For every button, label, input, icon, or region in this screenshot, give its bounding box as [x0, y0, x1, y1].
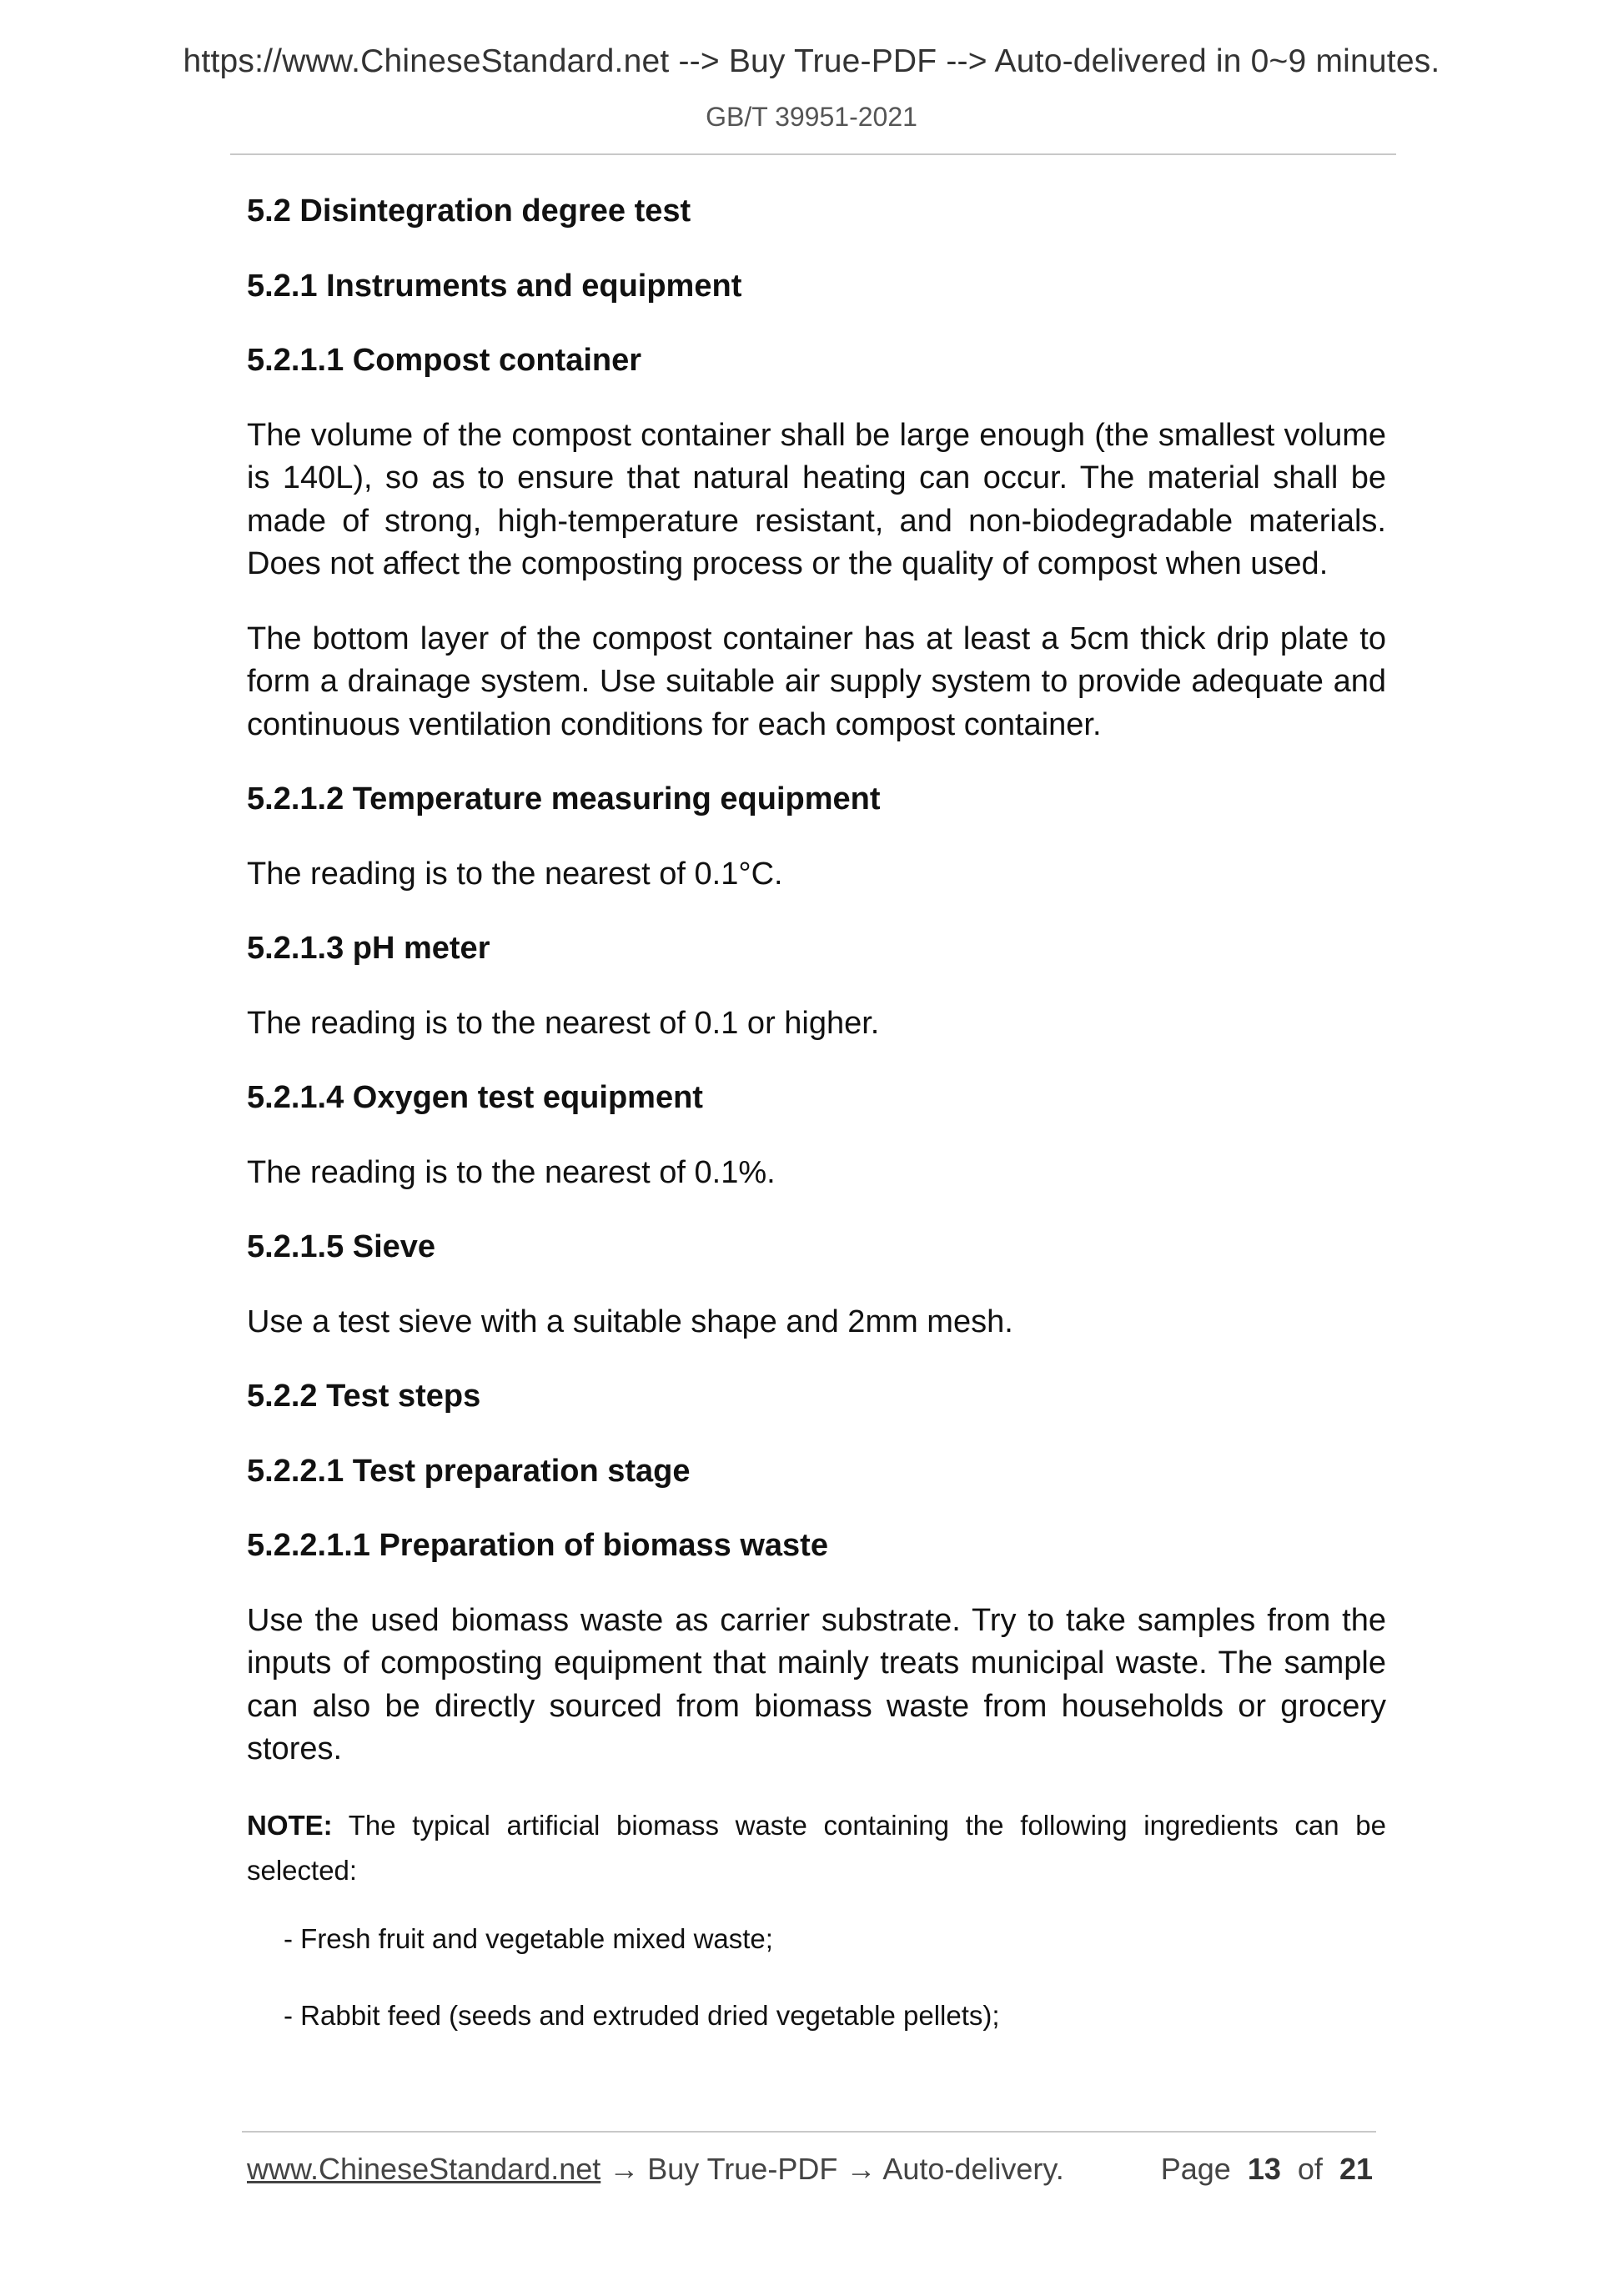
section-heading-5-2: 5.2 Disintegration degree test — [247, 193, 691, 229]
section-heading-5-2-1-4: 5.2.1.4 Oxygen test equipment — [247, 1080, 703, 1115]
note-label: NOTE: — [247, 1809, 333, 1841]
paragraph-oxygen: The reading is to the nearest of 0.1%. — [247, 1154, 776, 1190]
paragraph-sieve: Use a test sieve with a suitable shape and 2mm mesh. — [247, 1304, 1013, 1339]
paragraph-container-drainage: The bottom layer of the compost container has at least a 5cm thick drip plate to form a drainage system. Use suitable air supply system to provide adequate and continuous ventilation conditions for each compost container. — [247, 620, 1386, 742]
paragraph-ph: The reading is to the nearest of 0.1 or higher. — [247, 1005, 880, 1041]
list-item: - Fresh fruit and vegetable mixed waste; — [284, 1922, 773, 1954]
paragraph-biomass: Use the used biomass waste as carrier substrate. Try to take samples from the inputs of composting equipment that mainly treats municipal waste. The sample can also be directly sourced from biomass waste from households or grocery stores. — [247, 1602, 1386, 1766]
section-heading-5-2-2: 5.2.2 Test steps — [247, 1379, 481, 1414]
section-heading-5-2-1-5: 5.2.1.5 Sieve — [247, 1229, 436, 1264]
page-footer — [247, 2152, 1373, 2187]
section-heading-5-2-1-1: 5.2.1.1 Compost container — [247, 343, 642, 378]
top-banner-text: https://www.ChineseStandard.net --> Buy True-PDF --> Auto-delivered in 0~9 minutes. — [183, 43, 1440, 79]
document-body — [247, 190, 1386, 2070]
section-heading-5-2-1-3: 5.2.1.3 pH meter — [247, 931, 490, 966]
paragraph-container-volume: The volume of the compost container shall be large enough (the smallest volume is 140L), so as to ensure that natural heating can occur. The material shall be made of strong, high-temperature resistant, and non-biodegradable materials. Does not affect the composting process or the quality of compost when used. — [247, 417, 1386, 581]
section-heading-5-2-2-1: 5.2.2.1 Test preparation stage — [247, 1453, 691, 1489]
header-divider — [230, 153, 1396, 155]
section-heading-5-2-1: 5.2.1 Instruments and equipment — [247, 268, 742, 304]
of-label: of — [1297, 2152, 1323, 2186]
page-indicator — [1161, 2152, 1373, 2187]
standard-code: GB/T 39951-2021 — [706, 102, 917, 132]
footer-tagline: → Buy True-PDF → Auto-delivery. — [600, 2152, 1064, 2186]
note-text: The typical artificial biomass waste containing the following ingredients can be selected: — [247, 1809, 1386, 1886]
page-label: Page — [1160, 2152, 1231, 2186]
section-heading-5-2-1-2: 5.2.1.2 Temperature measuring equipment — [247, 781, 881, 816]
note-paragraph — [247, 1803, 1386, 1893]
section-heading-5-2-2-1-1: 5.2.2.1.1 Preparation of biomass waste — [247, 1528, 828, 1563]
list-item: - Rabbit feed (seeds and extruded dried vegetable pellets); — [284, 1999, 1000, 2031]
footer-divider — [242, 2131, 1376, 2133]
paragraph-temperature: The reading is to the nearest of 0.1°C. — [247, 856, 783, 892]
current-page-number: 13 — [1247, 2152, 1281, 2186]
total-page-number: 21 — [1339, 2152, 1373, 2186]
footer-website-link[interactable]: www.ChineseStandard.net — [247, 2152, 601, 2186]
